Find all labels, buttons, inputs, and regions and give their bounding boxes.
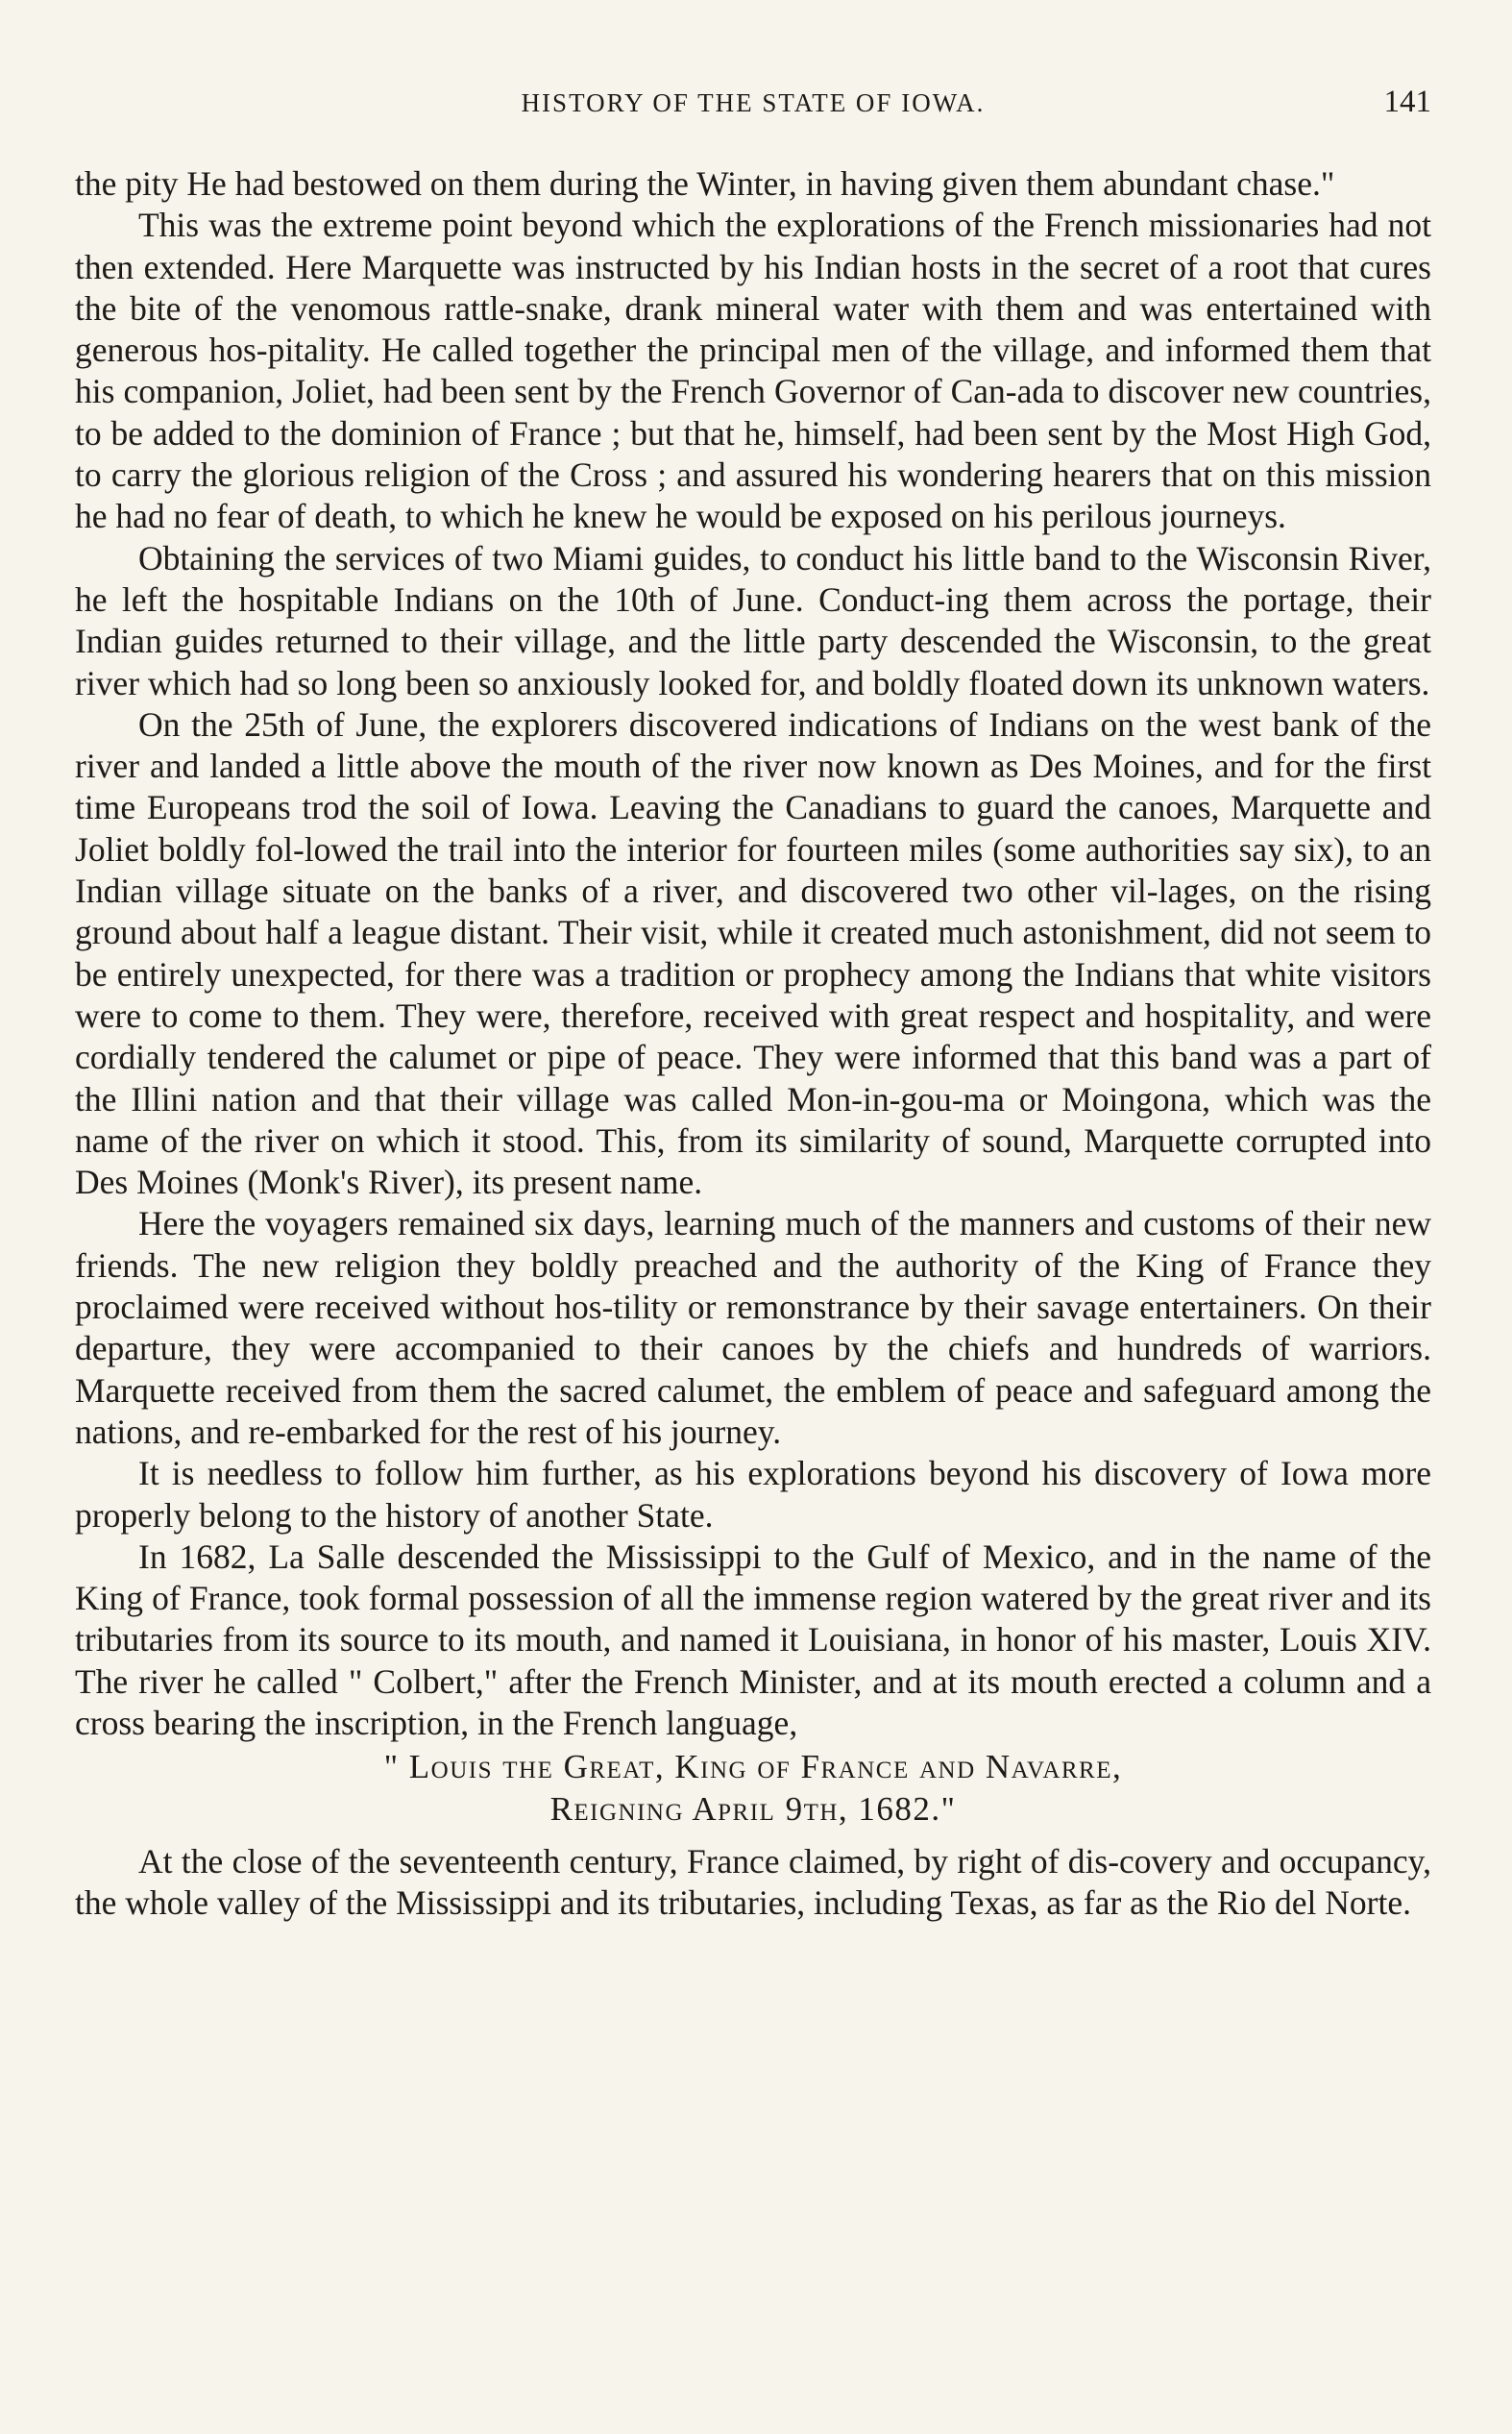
paragraph-explorations: This was the extreme point beyond which the explorations of the French missionaries had not then extended. Here Marquette was instructed by his Indian hosts in the secret of a root that cures the bite of the venomous rattle-snake, drank mineral water with them and was entertained with generous hos-pitality. He called together the principal men of the village, and informed them that his companion, Joliet, had been sent by the French Governor of Can-ada to discover new countries, to be added to the dominion of France ; but that he, himself, had been sent by the Most High God, to carry the glorious religion of the Cross ; and assured his wondering hearers that on this mission he had no fear of death, to which he knew he would be exposed on his perilous journeys.	[75, 206, 1431, 536]
paragraph-continuation: the pity He had bestowed on them during the Winter, in having given them abundant chase."	[75, 164, 1335, 203]
inscription-line-1: " Louis the Great, King of France and Navarre,	[383, 1748, 1123, 1786]
paragraph-miami-guides: Obtaining the services of two Miami guides, to conduct his little band to the Wisconsin River, he left the hospitable Indians on the 10th of June. Conduct-ing them across the portage, their Indian guides returned to their village, and the little party descended the Wisconsin, to the great river which had so long been so anxiously looked for, and boldly floated down its unknown waters.	[75, 538, 1431, 702]
paragraph-needless: It is needless to follow him further, as his explorations beyond his discovery of Iowa more properly belong to the history of another State.	[75, 1454, 1431, 1535]
inscription	[75, 1746, 1431, 1830]
paragraph-voyagers: Here the voyagers remained six days, learning much of the manners and customs of their new friends. The new religion they boldly preached and the authority of the King of France they proclaimed were received without hos-tility or remonstrance by their savage entertainers. On their departure, they were accompanied to their canoes by the chiefs and hundreds of warriors. Marquette received from them the sacred calumet, the emblem of peace and safeguard among the nations, and re-embarked for the rest of his journey.	[75, 1204, 1431, 1451]
paragraph-closing: At the close of the seventeenth century, France claimed, by right of dis-covery and occupancy, the whole valley of the Mississippi and its tributaries, including Texas, as far as the Rio del Norte.	[75, 1841, 1431, 1923]
paragraph-la-salle: In 1682, La Salle descended the Mississippi to the Gulf of Mexico, and in the name of the King of France, took formal possession of all the immense region watered by the great river and its tributaries from its source to its mouth, and named it Louisiana, in honor of his master, Louis XIV. The river he called " Colbert," after the French Minister, and at its mouth erected a column and a cross bearing the inscription, in the French language,	[75, 1537, 1431, 1742]
paragraph-landing-iowa: On the 25th of June, the explorers discovered indications of Indians on the west bank of the river and landed a little above the mouth of the river now known as Des Moines, and for the first time Europeans trod the soil of Iowa. Leaving the Canadians to guard the canoes, Marquette and Joliet boldly fol-lowed the trail into the interior for fourteen miles (some authorities say six), to an Indian village situate on the banks of a river, and discovered two other vil-lages, on the rising ground about half a league distant. Their visit, while it created much astonishment, did not seem to be entirely unexpected, for there was a tradition or prophecy among the Indians that white visitors were to come to them. They were, therefore, received with great respect and hospitality, and were cordially tendered the calumet or pipe of peace. They were informed that this band was a part of the Illini nation and that their village was called Mon-in-gou-ma or Moingona, which was the name of the river on which it stood. This, from its similarity of sound, Marquette corrupted into Des Moines (Monk's River), its present name.	[75, 704, 1431, 1202]
page-number: 141	[1383, 85, 1431, 119]
book-page	[75, 81, 1431, 1924]
running-title: HISTORY OF THE STATE OF IOWA.	[521, 88, 986, 117]
inscription-line-2: Reigning April 9th, 1682."	[549, 1789, 957, 1828]
running-head	[75, 81, 1431, 136]
body-text	[75, 163, 1431, 1924]
